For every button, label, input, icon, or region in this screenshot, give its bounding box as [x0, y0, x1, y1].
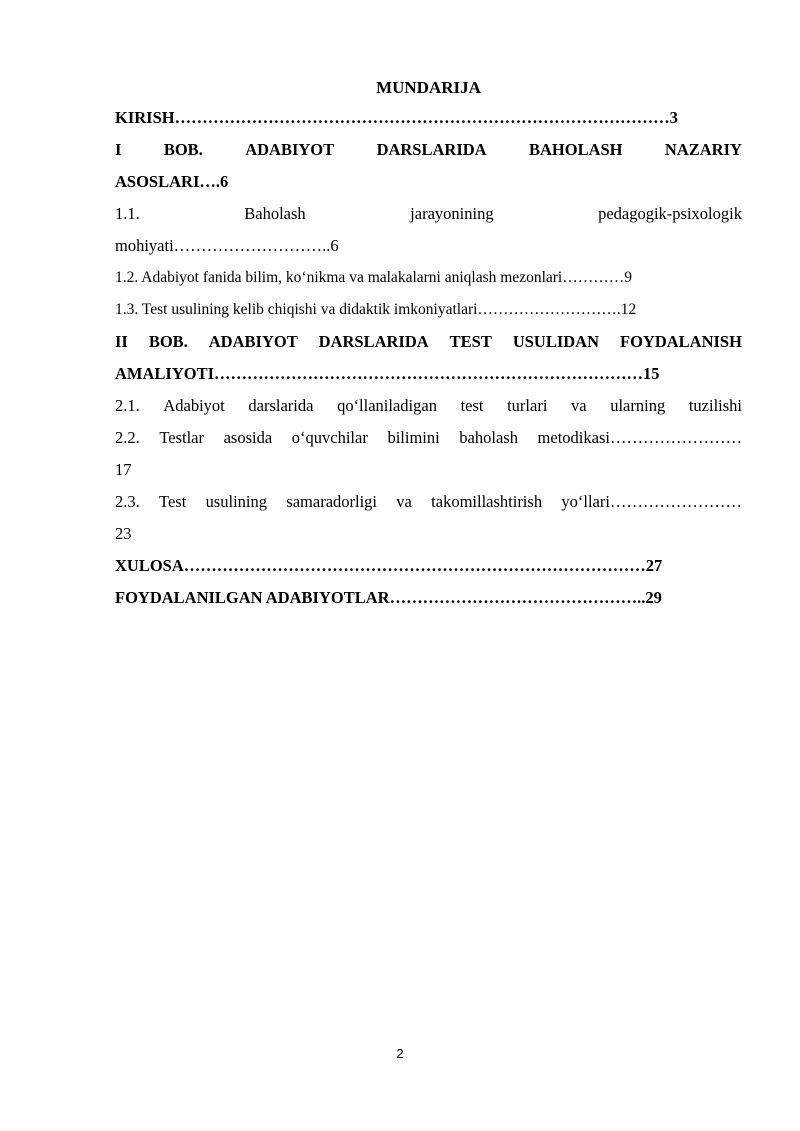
toc-entry-section-2-3 [115, 486, 742, 518]
toc-word: FOYDALANISH [619, 332, 742, 351]
toc-word: ularning [610, 396, 666, 415]
toc-entry-section-2-1 [115, 390, 742, 422]
toc-word: Baholash [244, 204, 306, 223]
toc-word: Test [159, 492, 187, 511]
toc-word: USULIDAN [512, 332, 600, 351]
toc-entry-chapter-1 [115, 134, 742, 166]
toc-word: TEST [449, 332, 492, 351]
page-title: MUNDARIJA [376, 78, 481, 97]
toc-entry-chapter-2 [115, 326, 742, 358]
toc-word: takomillashtirish [431, 492, 543, 511]
toc-entry-chapter-2-cont: AMALIYOTI……………………………………………………………………15 [115, 364, 660, 383]
toc-entry-section-2-2-cont: 17 [115, 460, 132, 479]
toc-word: baholash [459, 428, 518, 447]
toc-word: qo‘llaniladigan [337, 396, 437, 415]
toc-entry-chapter-1-cont: ASOSLARI….6 [115, 172, 229, 191]
toc-word: BOB. [148, 332, 188, 351]
table-of-contents [115, 74, 742, 614]
toc-entry-section-1-1-cont: mohiyati………………………..6 [115, 236, 339, 255]
toc-word: pedagogik-psixologik [598, 204, 742, 223]
toc-entry-section-2-2 [115, 422, 742, 454]
toc-word: turlari [507, 396, 548, 415]
toc-entry-references: FOYDALANILGAN ADABIYOTLAR………………………………………..29 [115, 588, 662, 607]
toc-word: ADABIYOT [208, 332, 298, 351]
toc-word: yo‘llari…………………… [561, 492, 742, 511]
toc-word: I [115, 140, 122, 159]
toc-word: o‘quvchilar [291, 428, 368, 447]
toc-word: usulining [205, 492, 268, 511]
toc-word: samaradorligi [286, 492, 378, 511]
toc-word: 2.3. [115, 492, 140, 511]
toc-word: test [460, 396, 484, 415]
toc-word: jarayonining [410, 204, 494, 223]
toc-word: tuzilishi [688, 396, 742, 415]
toc-entry-section-1-1 [115, 198, 742, 230]
toc-word: va [571, 396, 587, 415]
toc-word: metodikasi…………………… [537, 428, 742, 447]
toc-word: darslarida [248, 396, 314, 415]
toc-word: va [396, 492, 412, 511]
toc-word: BAHOLASH [528, 140, 623, 159]
toc-entry-section-1-2: 1.2. Adabiyot fanida bilim, ko‘nikma va malakalarni aniqlash mezonlari…………9 [115, 269, 632, 286]
toc-word: 2.2. [115, 428, 140, 447]
toc-word: Testlar [159, 428, 205, 447]
toc-word: DARSLARIDA [318, 332, 429, 351]
toc-word: II [115, 332, 128, 351]
toc-word: DARSLARIDA [376, 140, 487, 159]
toc-word: 2.1. [115, 396, 140, 415]
toc-word: NAZARIY [664, 140, 742, 159]
toc-entry-section-1-3: 1.3. Test usulining kelib chiqishi va didaktik imkoniyatlari……………………….12 [115, 301, 637, 318]
toc-word: asosida [223, 428, 273, 447]
toc-entry-section-2-3-cont: 23 [115, 524, 132, 543]
toc-word: 1.1. [115, 204, 140, 223]
toc-word: ADABIYOT [245, 140, 335, 159]
toc-word: Adabiyot [163, 396, 225, 415]
page-number: 2 [396, 1046, 404, 1061]
toc-entry-kirish: KIRISH………………………………………………………………………………3 [115, 108, 678, 127]
toc-word: bilimini [387, 428, 440, 447]
toc-word: BOB. [163, 140, 203, 159]
toc-entry-xulosa: XULOSA…………………………………………………………………………27 [115, 556, 663, 575]
